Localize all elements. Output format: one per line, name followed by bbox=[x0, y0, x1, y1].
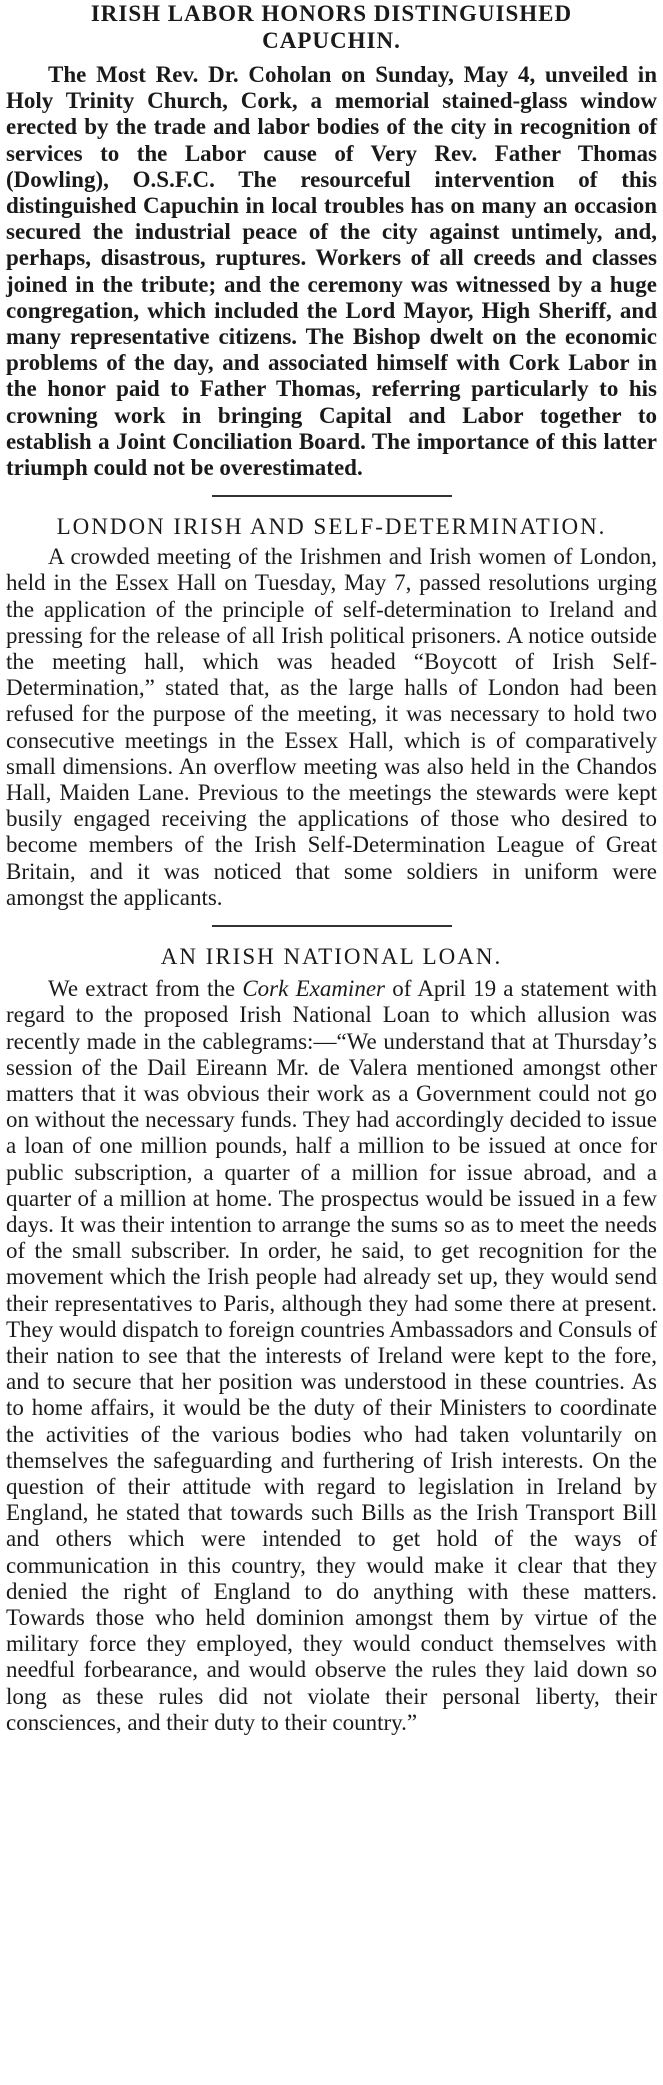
article-1-paragraph: The Most Rev. Dr. Coholan on Sunday, May 4, unveiled in Holy Trinity Church, Cork, a memorial stained-glass window erected by the trade and labor bodies of the city in recognition of services to the Labor cause of Very Rev. Father Thomas (Dowling), O.S.F.C. The resourceful intervention of this distinguished Capuchin in local troubles has on many an occasion secured the industrial peace of the city against untimely, and, perhaps, disastrous, ruptures. Workers of all creeds and classes joined in the tribute; and the ceremony was witnessed by a huge congregation, which included the Lord Mayor, High Sheriff, and many representative citizens. The Bishop dwelt on the economic problems of the day, and associated himself with Cork Labor in the honor paid to Father Thomas, referring particularly to his crowning work in bringing Capital and Labor together to establish a Joint Conciliation Board. The importance of this latter triumph could not be overestimated. bbox=[6, 62, 657, 481]
article-3-body bbox=[6, 976, 657, 1736]
newspaper-column bbox=[6, 0, 657, 1736]
article-2-body bbox=[6, 544, 657, 911]
article-3-headline: AN IRISH NATIONAL LOAN. bbox=[160, 944, 503, 970]
article-3-text-main: of April 19 a statement with regard to the proposed Irish National Loan to which allusion was recently made in the cablegrams:—“We understand that at Thursday’s session of the Dail Eireann Mr. de Valera mentioned amongst other matters that it was obvious their work as a Government could not go on without the necessary funds. They had accordingly decided to issue a loan of one million pounds, half a million to be issued at once for public subscription, a quarter of a million for issue abroad, and a quarter of a million at home. The prospectus would be issued in a few days. It was their intention to arrange the sums so as to meet the needs of the small subscriber. In order, he said, to get recognition for the movement which the Irish people had already set up, they would send their representatives to Paris, although they had some there at present. They would dispatch to foreign countries Ambassadors and Consuls of their nation to see that the interests of Ireland were kept to the fore, and to secure that her position was understood in these countries. As to home affairs, it would be the duty of their Ministers to coordinate the activities of the various bodies who had taken voluntarily on themselves the safeguarding and furthering of Irish interests. On the question of their attitude with regard to legislation in Ireland by England, he stated that towards such Bills as the Irish Transport Bill and others which were intended to get hold of the ways of communication in this country, they would make it clear that they denied the right of England to do anything with these matters. Towards those who held dominion amongst them by virtue of the military force they employed, they would conduct themselves with needful forbearance, and would observe the rules they laid down so long as these rules did not violate their personal liberty, their consciences, and their duty to their country.” bbox=[6, 976, 657, 1735]
article-1-body bbox=[6, 62, 657, 481]
publication-name: Cork Examiner bbox=[242, 976, 385, 1002]
article-3-text-lead: We extract from the bbox=[48, 976, 243, 1002]
section-divider bbox=[212, 495, 452, 497]
article-1-headline: IRISH LABOR HONORS DISTINGUISHED CAPUCHIN. bbox=[90, 1, 573, 53]
section-divider bbox=[212, 925, 452, 927]
article-3-paragraph bbox=[6, 976, 657, 1736]
article-2-headline: LONDON IRISH AND SELF-DETERMINATION. bbox=[56, 514, 607, 540]
article-2-paragraph: A crowded meeting of the Irishmen and Irish women of London, held in the Essex Hall on Tuesday, May 7, passed resolutions urging the application of the principle of self-determination to Ireland and pressing for the release of all Irish political prisoners. A notice outside the meeting hall, which was headed “Boycott of Irish Self-Determination,” stated that, as the large halls of London had been refused for the purpose of the meeting, it was necessary to hold two consecutive meetings in the Essex Hall, which is of comparatively small dimensions. An overflow meeting was also held in the Chandos Hall, Maiden Lane. Previous to the meetings the stewards were kept busily engaged receiving the applications of those who desired to become members of the Irish Self-Determination League of Great Britain, and it was noticed that some soldiers in uniform were amongst the applicants. bbox=[6, 544, 657, 910]
